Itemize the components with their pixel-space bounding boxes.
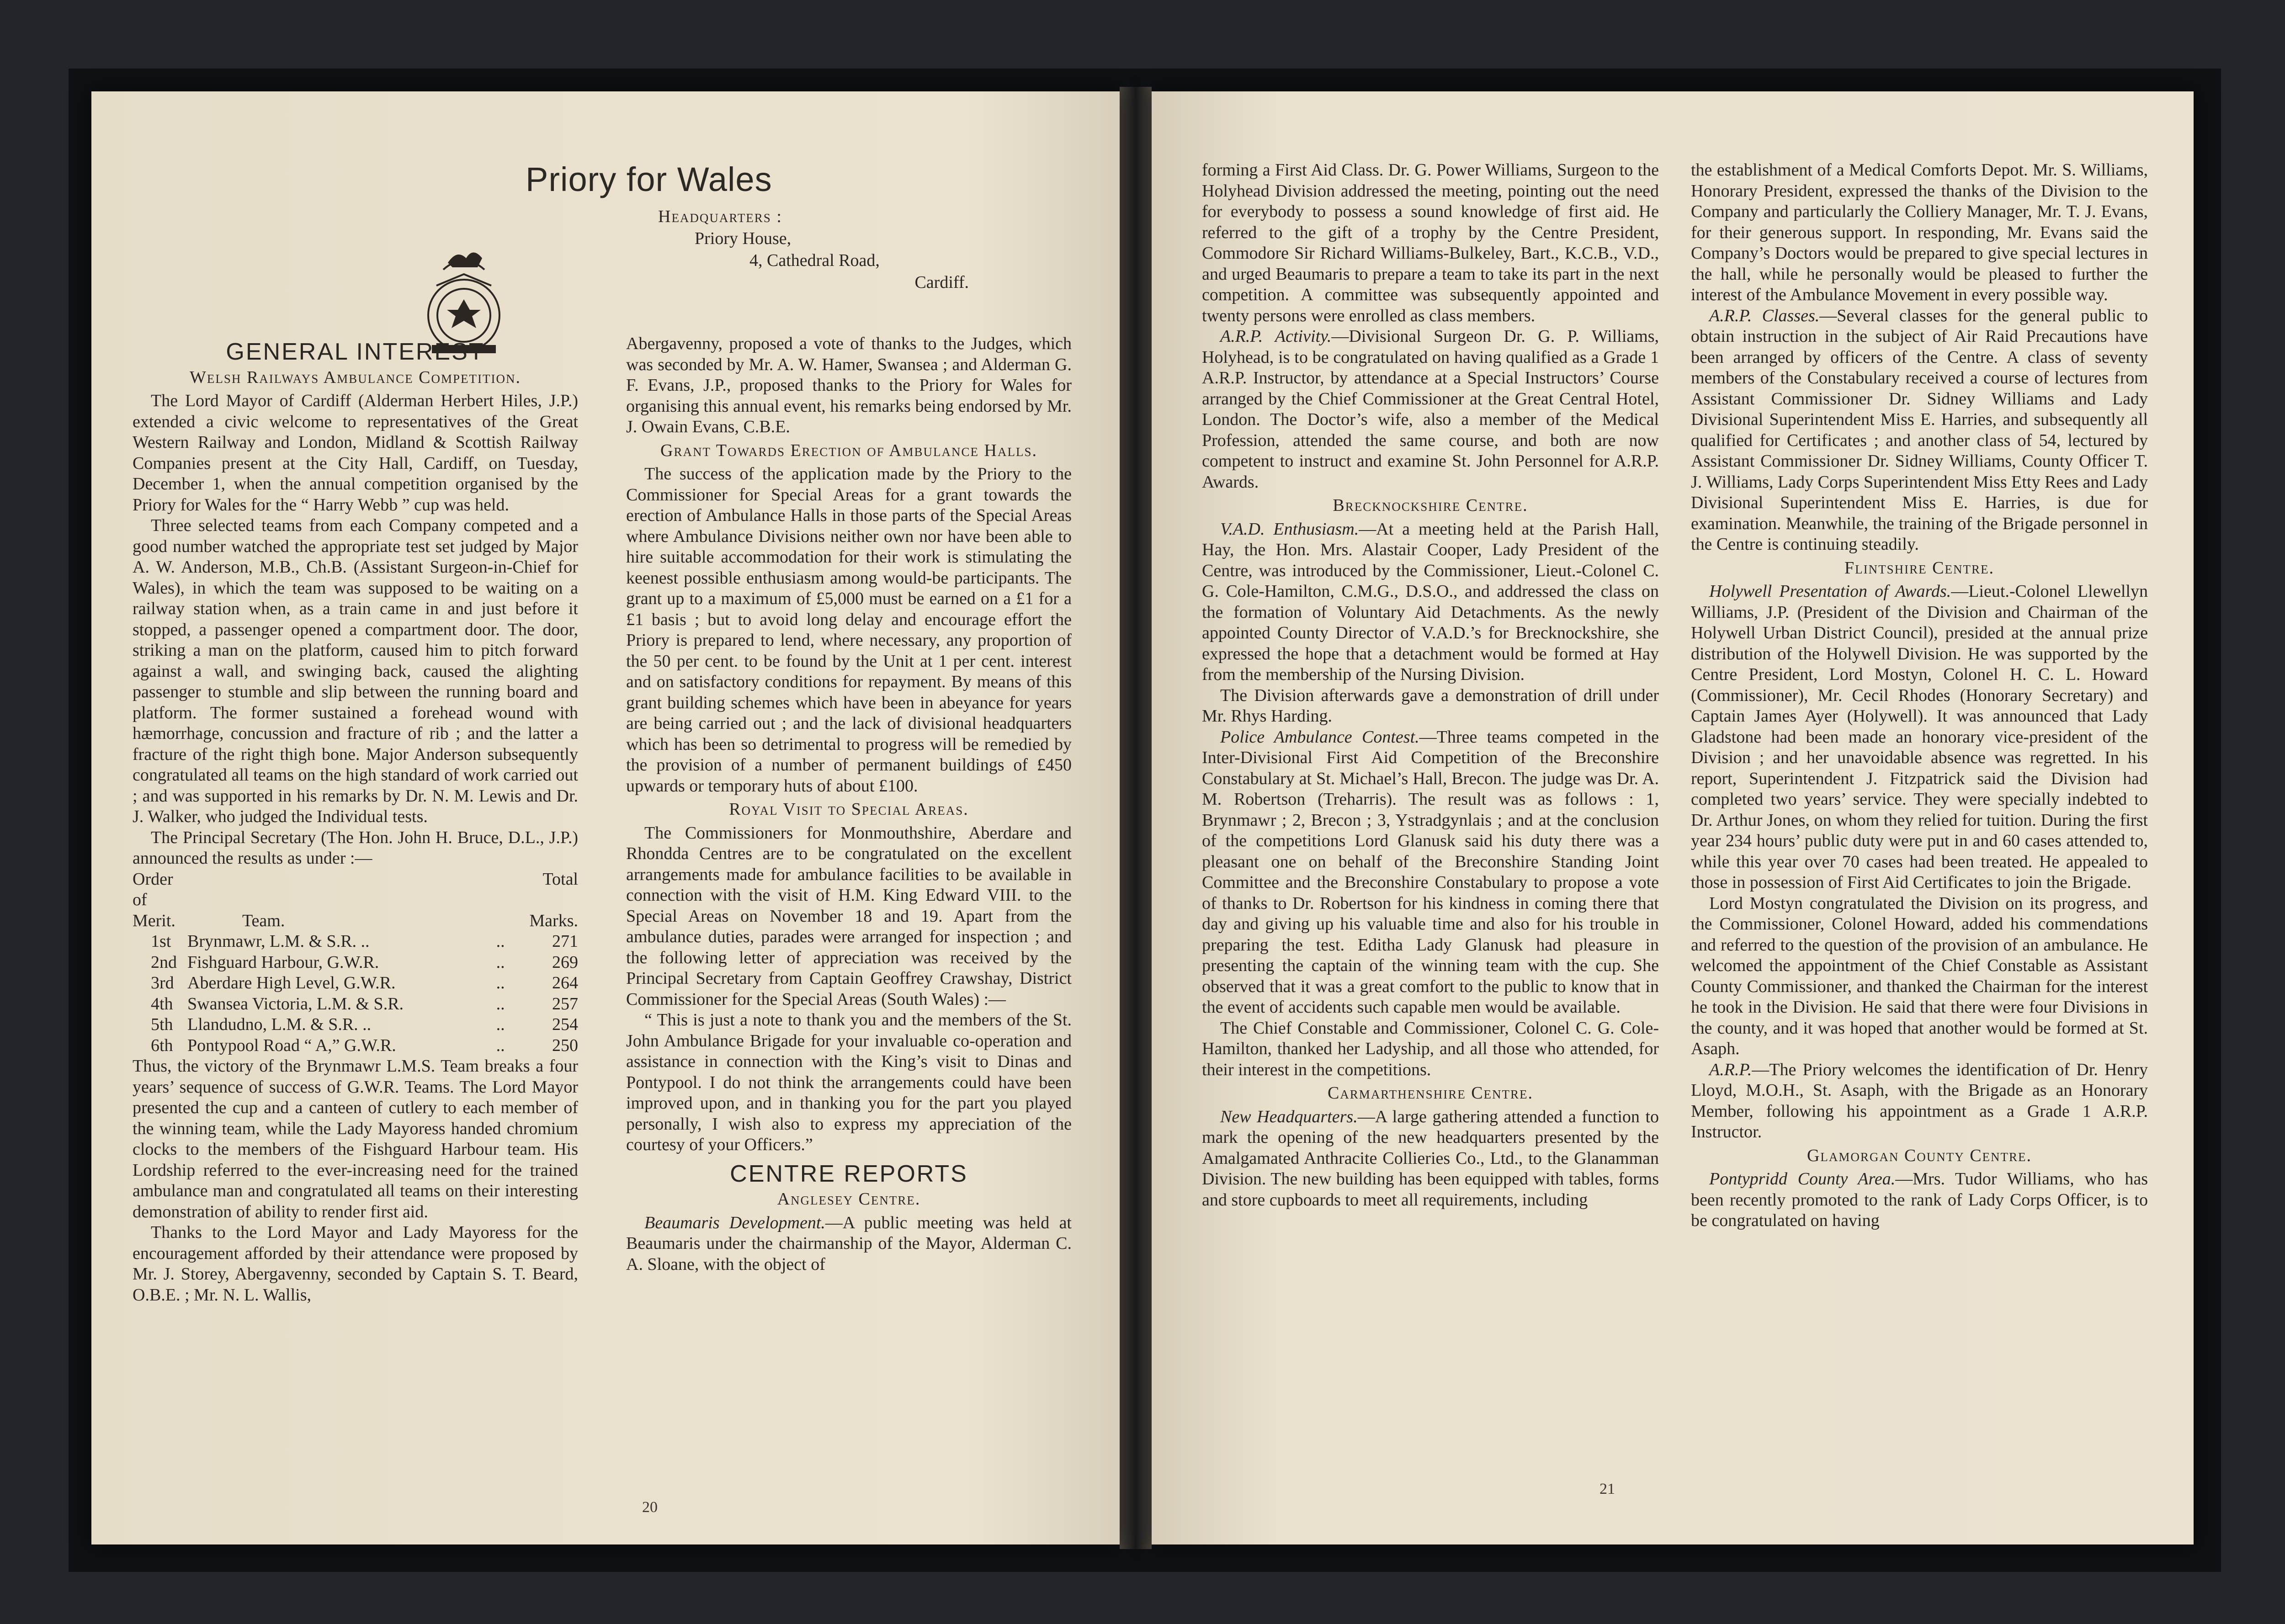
page-number: 21 <box>1600 1481 1615 1497</box>
paragraph <box>1202 519 1659 685</box>
result-team: Llandudno, L.M. & S.R. .. <box>187 1015 372 1034</box>
page-number: 20 <box>642 1499 658 1516</box>
subheading: Carmarthenshire Centre. <box>1327 1083 1534 1103</box>
results-table <box>133 869 578 1056</box>
results-header-row <box>133 869 578 911</box>
subheading: Flintshire Centre. <box>1844 558 1994 578</box>
column-1 <box>133 334 578 1467</box>
address-line: 4, Cathedral Road, <box>749 251 880 270</box>
paragraph <box>1691 1060 2148 1143</box>
results-header-row <box>133 911 578 932</box>
run-in-heading: Beaumaris Development. <box>644 1213 825 1232</box>
run-in-heading: A.R.P. Classes. <box>1709 306 1820 325</box>
result-dots: .. <box>496 952 505 972</box>
table-row <box>133 1035 578 1056</box>
result-marks: 250 <box>552 1035 578 1055</box>
paragraph-text: —A public meeting was held at Beaumaris under the chairmanship of the Mayor, Alderman C. A. Sloane, with the object of <box>626 1213 1072 1274</box>
header-order: Order of <box>133 869 173 909</box>
page-21 <box>1152 91 2194 1544</box>
result-marks: 254 <box>552 1015 578 1034</box>
result-dots: .. <box>496 994 505 1014</box>
run-in-heading: Police Ambulance Contest. <box>1220 727 1419 747</box>
result-order: 4th <box>151 994 173 1014</box>
paragraph <box>626 1213 1072 1275</box>
result-marks: 264 <box>552 973 578 992</box>
paragraph-text: —Three teams competed in the Inter-Divisional First Aid Competition of the Breconshire Constabulary at St. Michael’s Hall, Brecon. The judge was Dr. A. M. Robertson (Treharris). The result was as follows : 1, Brynmawr ; 2, Brecon ; 3, Ystradgynlais ; and at the conclusion of the competitions Lord Glanusk said his duty there was a pleasant one on behalf of the Breconshire Standing Joint Committee and the Breconshire Constabulary to propose a vote of thanks to Dr. Robertson for his kindness in coming there that day and giving up his valuable time and also for his trouble in preparing the test. Editha Lady Glanusk had pleasure in presenting the captain of the winning team with the cup. She observed that it was a great comfort to the public to know that in the event of accidents such capable men would be available. <box>1202 727 1659 1017</box>
paragraph: Thanks to the Lord Mayor and Lady Mayoress for the encouragement afforded by their attendance were proposed by Mr. J. Storey, Abergavenny, seconded by Captain S. T. Beard, O.B.E. ; Mr. N. L. Wallis, <box>133 1223 578 1305</box>
paragraph <box>1691 306 2148 555</box>
table-row <box>133 994 578 1015</box>
address-line: Headquarters : <box>658 207 782 226</box>
paragraph-text: —Mrs. Tudor Williams, who has been recently promoted to the rank of Lady Corps Officer, is to be congratulated on having <box>1691 1169 2148 1230</box>
paragraph-text: —Lieut.-Colonel Llewellyn Williams, J.P. (President of the Division and Chairman of the Holywell Urban District Council), presided at the annual prize distribution of the Holywell Division. He was supported by the Centre President, Lord Mostyn, Colonel H. C. L. Howard (Commissioner), Mr. Cecil Rhodes (Honorary Secretary) and Captain James Ayer (Holywell). It was announced that Lady Gladstone had been made an honorary vice-president of the Division ; and her unavoidable absence was regretted. In his report, Superintendent J. Fitzpatrick said the Division had completed two years’ service. They were specially indebted to Dr. Arthur Jones, on whom they relied for tuition. During the first year 234 hours’ public duty were put in and 60 cases attended to, while this year over 70 cases had been treated. He appealed to those in possession of First Aid Certificates to join the Brigade. <box>1691 582 2148 892</box>
paragraph: forming a First Aid Class. Dr. G. Power Williams, Surgeon to the Holyhead Division addressed the meeting, pointing out the need for everybody to possess a sound knowledge of first aid. He referred to the gift of a trophy by the Centre President, Commodore Sir Richard Williams-Bulkeley, Bart., K.C.B., V.D., and urged Beaumaris to prepare a team to take its part in the next competition. A committee was subsequently appointed and twenty persons were enrolled as class members. <box>1202 160 1659 325</box>
paragraph: The Commissioners for Monmouthshire, Aberdare and Rhondda Centres are to be congratulated on the excellent arrangements made for ambulance facilities to be available in connection with the visit of H.M. King Edward VIII. to the Special Areas on November 18 and 19. Apart from the ambulance duties, parades were arranged for inspection ; and the following letter of appreciation was received by the Principal Secretary from Captain Geoffrey Crawshay, District Commissioner for the Special Areas (South Wales) :— <box>626 823 1072 1009</box>
table-row <box>133 931 578 952</box>
run-in-heading: V.A.D. Enthusiasm. <box>1220 519 1359 539</box>
result-dots: .. <box>496 1015 505 1034</box>
subheading: Anglesey Centre. <box>777 1189 921 1209</box>
paragraph: Lord Mostyn congratulated the Division on its progress, and the Commissioner, Colonel Howard, added his commendations and referred to the question of the provision of an ambulance. He welcomed the appointment of the Chief Constable as Assistant County Commissioner, and thanked the Chairman for the interest he took in the Division. He said that there were four Divisions in the county, and it was hoped that another would be formed at St. Asaph. <box>1691 893 2148 1058</box>
paragraph-text: —The Priory welcomes the identification of Dr. Henry Lloyd, M.O.H., St. Asaph, with the Brigade as an Honorary Member, following his appointment as a Grade 1 A.R.P. Instructor. <box>1691 1060 2148 1141</box>
paragraph <box>1202 326 1659 493</box>
paragraph-text: —A large gathering attended a function to mark the opening of the new headquarters presented by the Amalgamated Anthracite Collieries Co., Ltd., to the Glanamman Division. The new building has been equipped with tables, forms and store cupboards to meet all requirements, including <box>1202 1107 1659 1210</box>
headquarters-address <box>658 206 969 293</box>
paragraph: The Principal Secretary (The Hon. John H. Bruce, D.L., J.P.) announced the results as under :— <box>133 828 578 868</box>
section-heading-centre-reports: CENTRE REPORTS <box>730 1160 968 1187</box>
paragraph-text: —Several classes for the general public to obtain instruction in the subject of Air Raid Precautions have been arranged by officers of the Centre. A class of seventy members of the Constabulary received a course of lectures from Assistant Commissioner Dr. Sidney Williams and Lady Divisional Superintendent Miss E. Harries, and subsequently all qualified for Certificates ; and another class of 54, lectured by Assistant Commissioner Dr. Sidney Williams, County Officer T. J. Williams, Lady Corps Superintendent Miss Etty Rees and Lady Divisional Superintendent Miss E. Harries, is due for examination. Meanwhile, the training of the Brigade personnel in the Centre is continuing steadily. <box>1691 306 2148 554</box>
header-team: Team. <box>242 911 285 930</box>
result-order: 6th <box>151 1035 173 1055</box>
page-20 <box>91 91 1120 1544</box>
address-line: Cardiff. <box>914 273 969 292</box>
result-team: Brynmawr, L.M. & S.R. .. <box>187 932 370 951</box>
result-order: 5th <box>151 1015 173 1034</box>
paragraph: The Division afterwards gave a demonstration of drill under Mr. Rhys Harding. <box>1202 685 1659 726</box>
result-order: 3rd <box>151 973 174 992</box>
subheading: Royal Visit to Special Areas. <box>729 800 969 819</box>
result-team: Pontypool Road “ A,” G.W.R. <box>187 1035 396 1055</box>
section-heading-general-interest: GENERAL INTEREST <box>226 339 485 365</box>
table-row <box>133 952 578 973</box>
column-2 <box>626 334 1072 1467</box>
run-in-heading: A.R.P. <box>1709 1060 1752 1079</box>
result-marks: 271 <box>552 932 578 951</box>
run-in-heading: Holywell Presentation of Awards. <box>1709 582 1951 601</box>
paragraph: Three selected teams from each Company competed and a good number watched the appropriate test set judged by Major A. W. Anderson, M.B., Ch.B. (Assistant Surgeon-in-Chief for Wales), in which the team was supposed to be waiting on a railway station when, as a train came in and just before it stopped, a passenger opened a compartment door. The door, striking a man on the platform, caused him to pitch forward against a wall, and swinging back, caused the alighting passenger to stumble and slip between the running board and platform. The former sustained a forehead wound with hæmorrhage, concussion and fracture of rib ; and the latter a fracture of the right thigh bone. Major Anderson subsequently congratulated all teams on the high standard of work carried out ; and was supported in his remarks by Dr. N. M. Lewis and Dr. J. Walker, who judged the Individual tests. <box>133 516 578 826</box>
header-merit: Merit. <box>133 911 175 930</box>
subheading: Glamorgan County Centre. <box>1807 1146 2032 1165</box>
run-in-heading: A.R.P. Activity. <box>1220 327 1332 346</box>
paragraph <box>1691 1169 2148 1231</box>
subheading: Welsh Railways Ambulance Competition. <box>190 367 521 387</box>
page-title: Priory for Wales <box>526 160 772 198</box>
paragraph: The success of the application made by the Priory to the Commissioner for Special Areas for a grant towards the erection of Ambulance Halls in those parts of the Special Areas where Ambulance Divisions neither own nor have been able to hire suitable accommodation for their work is stimulating the keenest possible enthusiasm among would-be participants. The grant up to a maximum of £5,000 must be earned on a £1 for a £1 basis ; but to avoid long delay and encourage effort the Priory is prepared to lend, where necessary, any proportion of the 50 per cent. to be found by the Unit at 1 per cent. interest and on satisfactory conditions for repayment. By means of this grant building schemes which have been in abeyance for years are being carried out ; and the lack of divisional headquarters which has been so detrimental to progress will be remedied by the provision of a number of permanent buildings of £450 upwards or temporary huts of about £100. <box>626 464 1072 796</box>
result-team: Fishguard Harbour, G.W.R. <box>187 952 379 972</box>
column-4 <box>1691 160 2148 1485</box>
subheading: Brecknockshire Centre. <box>1333 496 1528 515</box>
column-3 <box>1202 160 1659 1485</box>
result-dots: .. <box>496 973 505 992</box>
run-in-heading: New Headquarters. <box>1220 1107 1358 1126</box>
table-row <box>133 1014 578 1035</box>
table-row <box>133 973 578 994</box>
subheading: Grant Towards Erection of Ambulance Halls. <box>660 440 1037 460</box>
result-team: Swansea Victoria, L.M. & S.R. <box>187 994 404 1014</box>
paragraph: The Chief Constable and Commissioner, Colonel C. G. Cole-Hamilton, thanked her Ladyship, and all those who attended, for their interest in the competitions. <box>1202 1018 1659 1079</box>
paragraph: Thus, the victory of the Brynmawr L.M.S. Team breaks a four years’ sequence of success of G.W.R. Teams. The Lord Mayor presented the cup and a canteen of cutlery to each member of the winning team, while the Lady Mayoress handed chromium clocks to the members of the Fishguard Harbour team. His Lordship referred to the ever-increasing need for the trained ambulance man and congratulated all teams on their interesting demonstration of ability to render first aid. <box>133 1056 578 1221</box>
paragraph: Abergavenny, proposed a vote of thanks to the Judges, which was seconded by Mr. A. W. Hamer, Swansea ; and Alderman G. F. Evans, J.P., proposed thanks to the Priory for Wales for organising this annual event, his remarks being endorsed by Mr. J. Owain Evans, C.B.E. <box>626 334 1072 436</box>
paragraph-text: —Divisional Surgeon Dr. G. P. Williams, Holyhead, is to be congratulated on having qualified as a Grade 1 A.R.P. Instructor, by attendance at a Special Instructors’ Course arranged by the Chief Commissioner at the Great Central Hotel, London. The Doctor’s wife, also a member of the Medical Profession, attended the same course, and both are now competent to instruct and examine St. John Personnel for A.R.P. Awards. <box>1202 327 1659 492</box>
paragraph: the establishment of a Medical Comforts Depot. Mr. S. Williams, Honorary President, expressed the thanks of the Division to the Company and particularly the Colliery Manager, Mr. T. J. Evans, for their generous support. In responding, Mr. Evans said the Company’s Doctors would be prepared to give special lectures in the hall, while he personally would be pleased to further the interest of the Ambulance Movement in every possible way. <box>1691 160 2148 304</box>
quotation: “ This is just a note to thank you and the members of the St. John Ambulance Brigade for your invaluable co-operation and assistance in connection with the King’s visit to Dinas and Pontypool. I do not think the arrangements could have been improved upon, and in thanking you for the part you played personally, I wish also to express my appreciation of the courtesy of your Officers.” <box>626 1010 1072 1154</box>
paragraph: The Lord Mayor of Cardiff (Alderman Herbert Hiles, J.P.) extended a civic welcome to representatives of the Great Western Railway and London, Midland & Scottish Railway Companies present at the City Hall, Cardiff, on Tuesday, December 1, when the annual competition organised by the Priory for Wales for the “ Harry Webb ” cup was held. <box>133 391 578 515</box>
header-marks: Marks. <box>529 911 578 930</box>
paragraph-text: —At a meeting held at the Parish Hall, Hay, the Hon. Mrs. Alastair Cooper, Lady President of the Centre, was introduced by the Commissioner, Lieut.-Colonel C. G. Cole-Hamilton, C.M.G., D.S.O., and addressed the class on the formation of Voluntary Aid Detachments. As the newly appointed County Director of V.A.D.’s for Brecknockshire, she expressed the hope that a detachment would be formed at Hay from the membership of the Nursing Division. <box>1202 519 1659 684</box>
result-marks: 269 <box>552 952 578 972</box>
result-order: 1st <box>151 932 171 951</box>
result-marks: 257 <box>552 994 578 1014</box>
address-line: Priory House, <box>695 229 792 248</box>
paragraph <box>1202 727 1659 1018</box>
result-team: Aberdare High Level, G.W.R. <box>187 973 396 992</box>
run-in-heading: Pontypridd County Area. <box>1709 1169 1896 1189</box>
result-order: 2nd <box>151 952 177 972</box>
book-gutter <box>1120 87 1152 1549</box>
paragraph <box>1691 581 2148 893</box>
header-total: Total <box>542 869 578 889</box>
result-dots: .. <box>496 932 505 951</box>
paragraph <box>1202 1107 1659 1211</box>
result-dots: .. <box>496 1035 505 1055</box>
